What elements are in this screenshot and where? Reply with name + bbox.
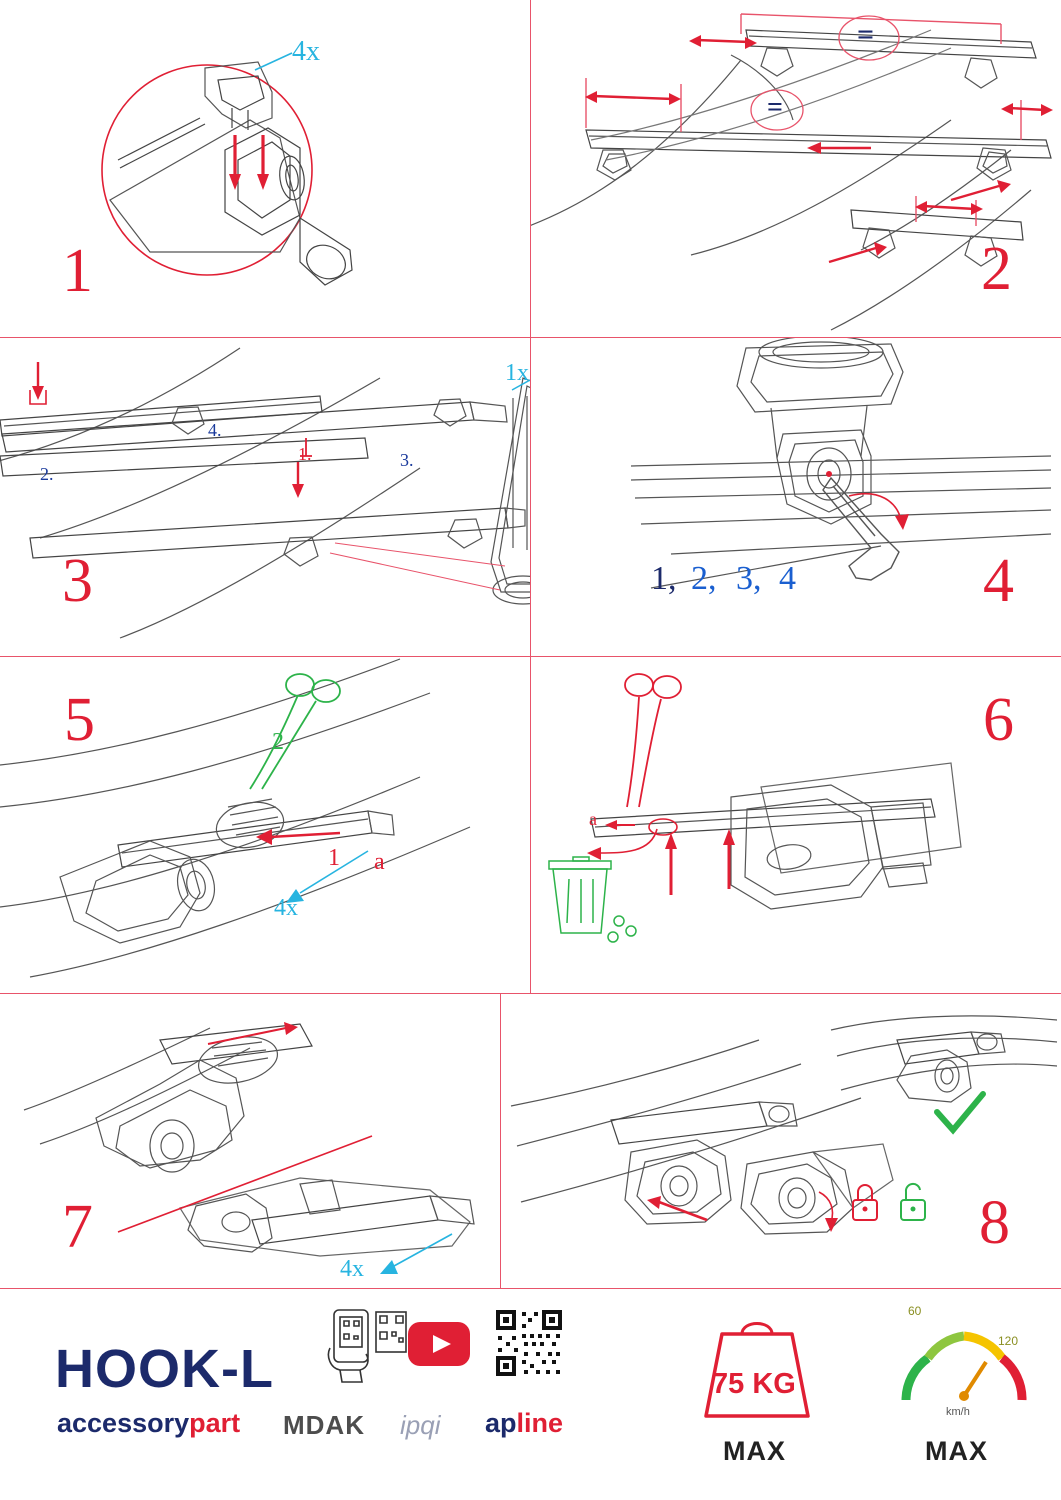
footer xyxy=(0,1290,1061,1500)
step-5-number: 5 xyxy=(64,686,94,754)
step-6-panel xyxy=(531,657,1061,993)
product-name: HOOK-L xyxy=(55,1339,274,1399)
step-7-label-4x: 4x xyxy=(340,1256,364,1282)
step-8-illustration xyxy=(501,994,1061,1288)
step-6-number: 6 xyxy=(983,686,1013,754)
step-5-label-1: 1 xyxy=(328,845,340,871)
youtube-icon[interactable] xyxy=(408,1322,472,1368)
step-5-label-4x: 4x xyxy=(274,895,298,921)
partner-mdak: MDAK xyxy=(283,1410,365,1440)
qr-scan-phone-icon xyxy=(320,1308,420,1388)
speed-tick-60: 60 xyxy=(908,1304,922,1318)
step-1-number: 1 xyxy=(62,237,92,305)
step-4-illustration xyxy=(531,338,1061,656)
step-4-order-3: 3, xyxy=(736,560,762,597)
step-7-number: 7 xyxy=(62,1193,92,1261)
step-5-label-2: 2 xyxy=(272,729,284,755)
step-4-panel xyxy=(531,338,1061,656)
step-3-panel xyxy=(0,338,530,656)
apline-prefix: ap xyxy=(485,1408,517,1438)
step-1-label-4x: 4x xyxy=(292,36,320,67)
step-4-order-1: 1, xyxy=(651,560,677,597)
scissors-green-icon xyxy=(250,674,340,789)
step-2-equal-2: = xyxy=(767,92,783,123)
speed-tick-120: 120 xyxy=(998,1334,1019,1348)
step-3-label-2: 2. xyxy=(40,464,54,484)
step-3-number: 3 xyxy=(62,547,92,615)
apline-suffix: line xyxy=(516,1408,564,1438)
trash-bin-icon xyxy=(549,857,636,942)
brand-suffix: part xyxy=(189,1408,241,1438)
max-load-caption: MAX xyxy=(723,1436,786,1466)
step-3-label-1: 1. xyxy=(298,444,312,464)
partner-ipqi: ipqi xyxy=(400,1410,441,1440)
step-8-number: 8 xyxy=(979,1189,1009,1257)
brand-logo xyxy=(57,1408,240,1439)
step-2-panel xyxy=(531,0,1061,337)
step-3-label-4: 4. xyxy=(208,420,222,440)
step-8-panel xyxy=(501,994,1061,1288)
brand-prefix: accessory xyxy=(57,1408,190,1438)
lock-open-icon xyxy=(901,1184,925,1220)
step-3-label-1x: 1x xyxy=(505,360,529,386)
step-7-panel xyxy=(0,994,500,1288)
max-speed-caption: MAX xyxy=(925,1436,988,1466)
step-6-label-a: a xyxy=(589,809,597,829)
step-1-panel xyxy=(0,0,530,337)
step-5-panel xyxy=(0,657,530,993)
partner-apline xyxy=(485,1408,563,1439)
divider xyxy=(0,1288,1061,1289)
step-2-number: 2 xyxy=(981,235,1011,303)
scissors-red-icon xyxy=(625,674,681,807)
step-6-illustration xyxy=(531,657,1061,993)
speed-unit: km/h xyxy=(946,1406,970,1418)
step-2-equal-1: = xyxy=(857,18,875,51)
step-4-number: 4 xyxy=(983,547,1013,615)
max-load-value: 75 KG xyxy=(712,1368,796,1400)
step-4-order-4: 4 xyxy=(779,560,796,597)
step-5-label-a: a xyxy=(374,849,385,875)
qr-code-icon[interactable] xyxy=(494,1308,568,1382)
lock-closed-icon xyxy=(853,1185,877,1220)
check-mark-icon xyxy=(937,1094,983,1130)
step-3-label-3: 3. xyxy=(400,450,414,470)
step-4-order-2: 2, xyxy=(691,560,717,597)
